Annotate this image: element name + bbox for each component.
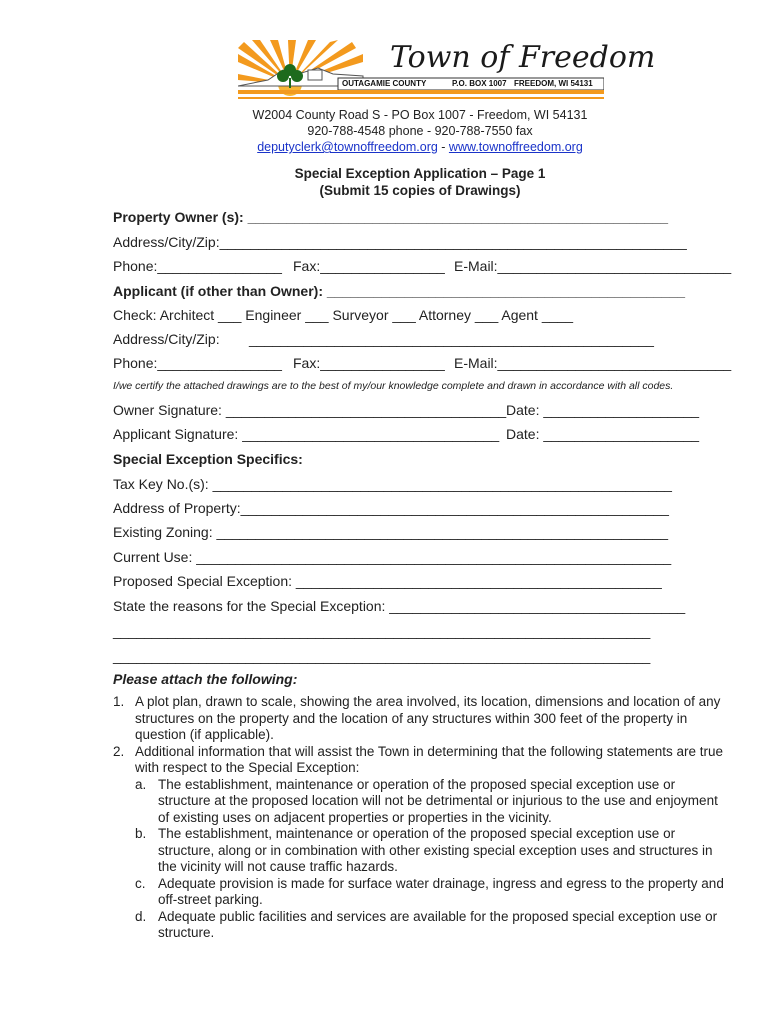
owner-address-field[interactable]: Address/City/Zip:____________________________________________________________ [113,234,687,250]
reasons-line-3[interactable]: _____________________________________________________________________ [113,648,651,664]
owner-fax-field[interactable]: Fax:________________ [293,258,445,274]
list-subitem [135,826,725,876]
attachment-list [113,694,725,942]
existing-zoning-field[interactable]: Existing Zoning: __________________________________________________________ [113,524,669,540]
logo-pobox: P.O. BOX 1007 [452,79,507,88]
property-owner-field[interactable]: Property Owner (s): ______________________________________________________ [113,209,669,225]
owner-email-field[interactable]: E-Mail:______________________________ [454,258,732,274]
list-subitem [135,876,725,909]
logo-title: Town of Freedom [390,40,656,75]
plot-plan-requirement: A plot plan, drawn to scale, showing the area involved, its location, dimensions and location of any structures on the property and the location of any structures within 300 feet of the property in question (if applicable). [135,694,721,742]
reasons-field[interactable]: State the reasons for the Special Exception: ______________________________________ [113,598,686,614]
applicant-signature-field[interactable]: Applicant Signature: _________________________________ [113,426,500,442]
link-separator: - [437,140,449,154]
subitem-text: The establishment, maintenance or operation of the proposed special exception use or structure, along or in combination with other existing special exception uses and structures in the vicinity will not cause traffic hazards. [158,826,713,874]
list-item [113,694,725,744]
website-link[interactable]: www.townoffreedom.org [448,140,583,154]
applicant-email-field[interactable]: E-Mail:______________________________ [454,355,732,371]
page-title: Special Exception Application – Page 1 [294,166,546,181]
subitem-letter: a. [135,776,147,792]
certification-text: I/we certify the attached drawings are to the best of my/our knowledge complete and drawn in accordance with all codes. [113,380,674,392]
owner-signature-field[interactable]: Owner Signature: ____________________________________ [113,402,507,418]
address-phone: 920-788-4548 phone - 920-788-7550 fax [307,124,533,138]
email-link[interactable]: deputyclerk@townoffreedom.org [257,140,438,154]
applicant-type-check[interactable]: Check: Architect ___ Engineer ___ Surveyor ___ Attorney ___ Agent ____ [113,307,573,323]
attach-heading: Please attach the following: [113,671,298,687]
applicant-fax-field[interactable]: Fax:________________ [293,355,445,371]
applicant-field[interactable]: Applicant (if other than Owner): ______________________________________________ [113,283,686,299]
subitem-text: The establishment, maintenance or operation of the proposed special exception use or structure at the proposed location will not be detrimental or injurious to the use and enjoyment of existing uses on adjacent properties or properties in the vicinity. [158,776,718,825]
applicant-phone-field[interactable]: Phone:________________ [113,355,282,371]
reasons-line-2[interactable]: _____________________________________________________________________ [113,623,651,639]
logo-city: FREEDOM, WI 54131 [514,79,593,88]
owner-phone-field[interactable]: Phone:________________ [113,258,282,274]
subitem-letter: d. [135,908,147,924]
applicant-address-field[interactable]: ____________________________________________________ [249,331,654,347]
subitem-letter: b. [135,826,147,841]
item-number: 2. [113,743,125,759]
property-address-field[interactable]: Address of Property:_______________________________________________________ [113,500,669,516]
proposed-exception-field[interactable]: Proposed Special Exception: _______________________________________________ [113,573,662,589]
town-logo [238,40,656,102]
applicant-address-label: Address/City/Zip: [113,331,220,347]
subitem-text: Adequate provision is made for surface water drainage, ingress and egress to the property and off-street parking. [158,875,724,907]
additional-info-requirement: Additional information that will assist the Town in determining that the following statements are true with respect to the Special Exception: [135,743,724,775]
list-subitem [135,777,725,827]
owner-date-field[interactable]: Date: ____________________ [506,402,700,418]
item-number: 1. [113,694,125,709]
address-links [0,139,770,155]
list-subitem [135,909,725,942]
tax-key-field[interactable]: Tax Key No.(s): ___________________________________________________________ [113,476,672,492]
logo-county: OUTAGAMIE COUNTY [342,79,427,88]
subitem-letter: c. [135,875,146,891]
applicant-date-field[interactable]: Date: ____________________ [506,426,700,442]
address-line1: W2004 County Road S - PO Box 1007 - Freedom, WI 54131 [252,108,588,122]
current-use-field[interactable]: Current Use: _____________________________________________________________ [113,549,672,565]
list-item [113,744,725,777]
page-subtitle: (Submit 15 copies of Drawings) [319,183,521,198]
specifics-heading: Special Exception Specifics: [113,451,303,467]
subitem-text: Adequate public facilities and services are available for the proposed special exception use or structure. [158,908,718,940]
